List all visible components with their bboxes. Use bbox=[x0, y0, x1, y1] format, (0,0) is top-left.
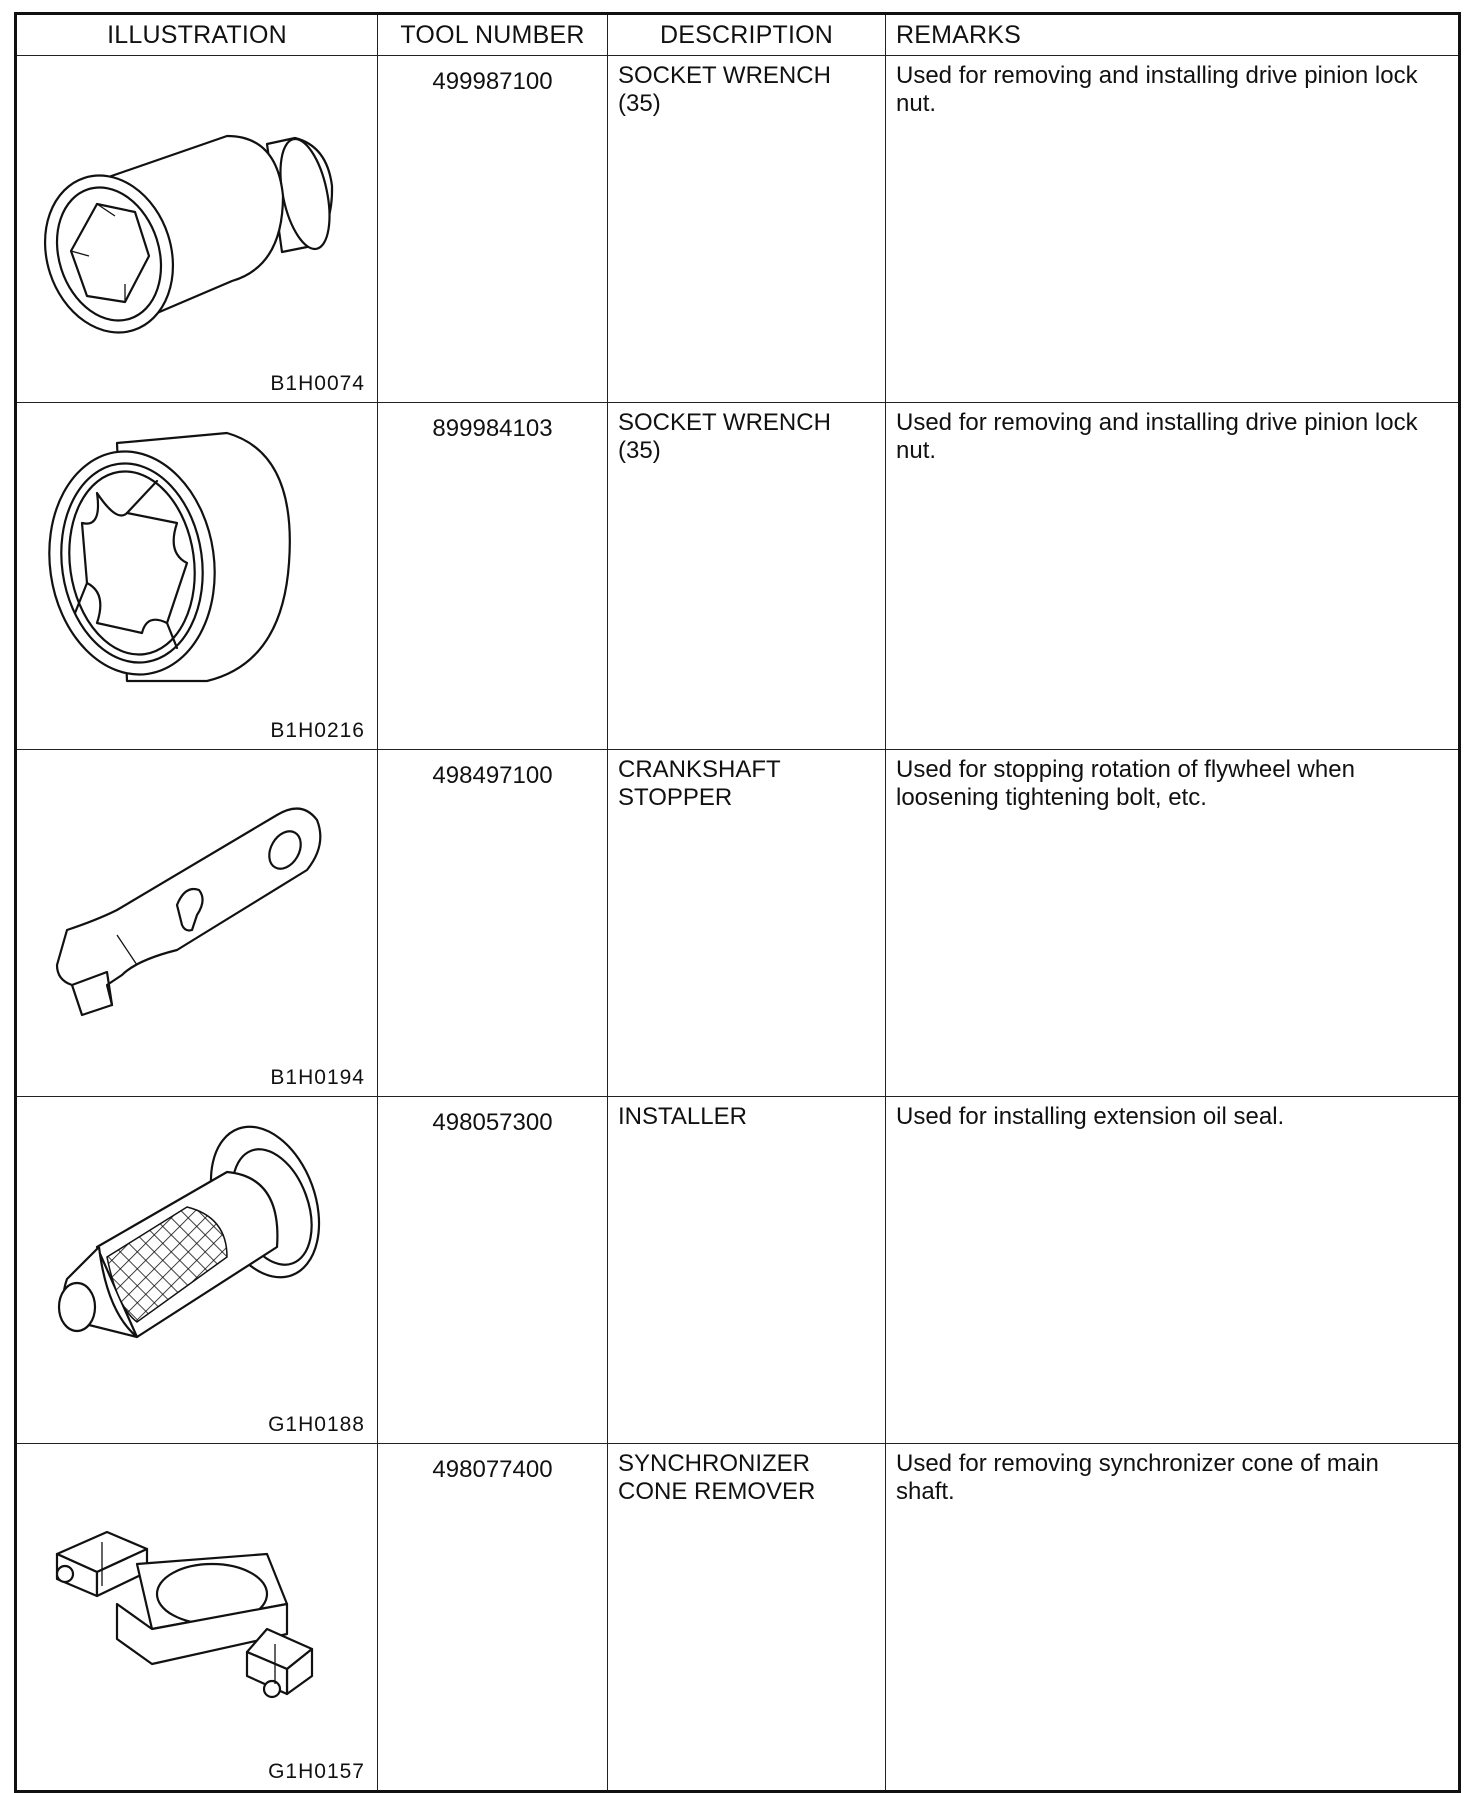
header-tool-number: TOOL NUMBER bbox=[378, 14, 608, 56]
description: SOCKET WRENCH (35) bbox=[618, 62, 831, 117]
illustration-cell bbox=[16, 1444, 378, 1792]
installer-icon bbox=[27, 1107, 367, 1397]
synchronizer-cone-remover-icon bbox=[27, 1454, 367, 1744]
description-cell bbox=[608, 403, 886, 750]
table-row bbox=[16, 750, 1460, 1097]
remarks-cell bbox=[886, 403, 1460, 750]
remarks-cell bbox=[886, 750, 1460, 1097]
description-cell bbox=[608, 750, 886, 1097]
tool-number: 498497100 bbox=[432, 762, 553, 789]
tool-number-cell bbox=[378, 56, 608, 403]
header-illustration: ILLUSTRATION bbox=[16, 14, 378, 56]
description: SYNCHRONIZER CONE REMOVER bbox=[618, 1450, 816, 1505]
table-row bbox=[16, 403, 1460, 750]
header-remarks: REMARKS bbox=[886, 14, 1460, 56]
table-header-row bbox=[16, 14, 1460, 56]
remarks-cell bbox=[886, 1097, 1460, 1444]
description-cell bbox=[608, 56, 886, 403]
illustration-cell bbox=[16, 750, 378, 1097]
tool-number: 498077400 bbox=[432, 1456, 553, 1483]
table-row bbox=[16, 56, 1460, 403]
tool-number-cell bbox=[378, 750, 608, 1097]
remarks: Used for installing extension oil seal. bbox=[896, 1103, 1285, 1130]
figure-code: B1H0074 bbox=[270, 372, 365, 395]
illustration-cell bbox=[16, 1097, 378, 1444]
special-tools-table bbox=[14, 12, 1461, 1793]
illustration-cell bbox=[16, 403, 378, 750]
tool-number: 899984103 bbox=[432, 415, 553, 442]
remarks-cell bbox=[886, 56, 1460, 403]
remarks: Used for removing and installing drive pinion lock nut. bbox=[896, 62, 1418, 117]
table-row bbox=[16, 1444, 1460, 1792]
remarks: Used for stopping rotation of flywheel when loosening tightening bolt, etc. bbox=[896, 756, 1355, 811]
remarks: Used for removing synchronizer cone of main shaft. bbox=[896, 1450, 1379, 1505]
figure-code: B1H0194 bbox=[270, 1066, 365, 1089]
description: CRANKSHAFT STOPPER bbox=[618, 756, 781, 811]
table-row bbox=[16, 1097, 1460, 1444]
figure-code: G1H0157 bbox=[268, 1760, 365, 1783]
tool-number-cell bbox=[378, 403, 608, 750]
description: SOCKET WRENCH (35) bbox=[618, 409, 831, 464]
description-cell bbox=[608, 1444, 886, 1792]
socket-wrench-short-icon bbox=[27, 413, 367, 703]
socket-wrench-stepped-icon bbox=[27, 66, 367, 356]
tool-number: 499987100 bbox=[432, 68, 553, 95]
figure-code: G1H0188 bbox=[268, 1413, 365, 1436]
figure-code: B1H0216 bbox=[270, 719, 365, 742]
header-description: DESCRIPTION bbox=[608, 14, 886, 56]
remarks-cell bbox=[886, 1444, 1460, 1792]
illustration-cell bbox=[16, 56, 378, 403]
description-cell bbox=[608, 1097, 886, 1444]
crankshaft-stopper-icon bbox=[27, 760, 367, 1050]
remarks: Used for removing and installing drive pinion lock nut. bbox=[896, 409, 1418, 464]
tool-number-cell bbox=[378, 1444, 608, 1792]
tool-number-cell bbox=[378, 1097, 608, 1444]
description: INSTALLER bbox=[618, 1103, 747, 1130]
tool-number: 498057300 bbox=[432, 1109, 553, 1136]
